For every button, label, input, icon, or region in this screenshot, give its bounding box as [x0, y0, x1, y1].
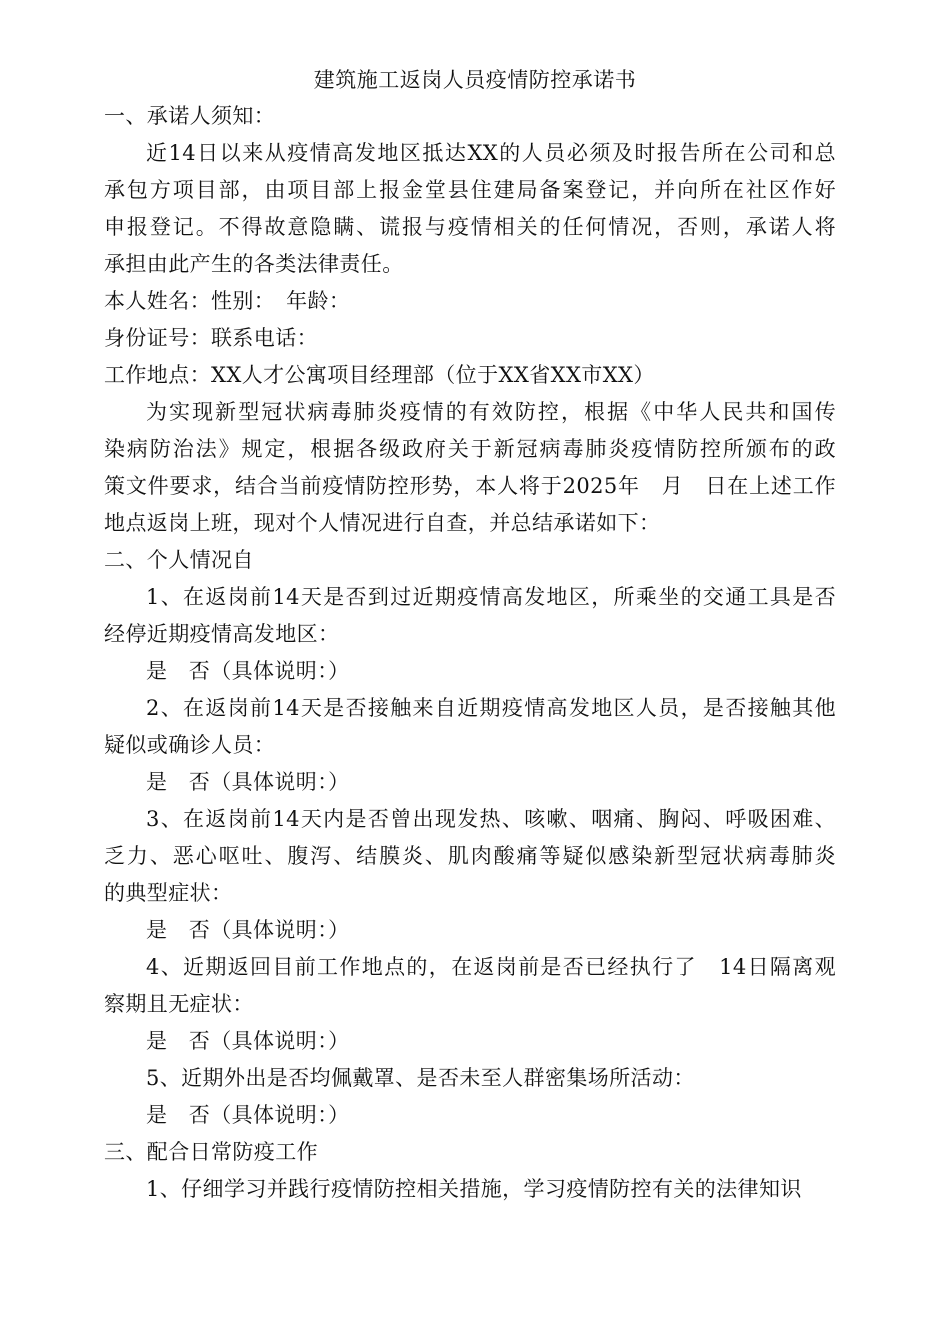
- notice-paragraph-line: 承担由此产生的各类法律责任。: [104, 252, 404, 276]
- question-1-line: 经停近期疫情高发地区：: [104, 622, 340, 646]
- pledge-paragraph-line: 策文件要求，结合当前疫情防控形势，本人将于2025年 月 日在上述工作: [104, 474, 836, 498]
- field-id-phone: 身份证号：联系电话：: [104, 326, 318, 350]
- question-2-line: 2、在返岗前14天是否接触来自近期疫情高发地区人员，是否接触其他: [146, 696, 836, 720]
- answer-option-1: 是 否（具体说明：）: [146, 659, 350, 683]
- question-3-line: 的典型症状：: [104, 881, 233, 905]
- question-2-line: 疑似或确诊人员：: [104, 733, 276, 757]
- document-title: 建筑施工返岗人员疫情防控承诺书: [313, 68, 637, 92]
- question-4-line: 4、近期返回目前工作地点的，在返岗前是否已经执行了 14日隔离观: [146, 955, 836, 979]
- section-heading-cooperation: 三、配合日常防疫工作: [104, 1140, 318, 1164]
- section-heading-notice: 一、承诺人须知：: [104, 104, 276, 128]
- question-1-line: 1、在返岗前14天是否到过近期疫情高发地区，所乘坐的交通工具是否: [146, 585, 836, 609]
- pledge-paragraph-line: 地点返岗上班，现对个人情况进行自查，并总结承诺如下：: [104, 511, 661, 535]
- cooperation-item-1: 1、仔细学习并践行疫情防控相关措施，学习疫情防控有关的法律知识: [146, 1177, 802, 1201]
- question-3-line: 乏力、恶心呕吐、腹泻、结膜炎、肌肉酸痛等疑似感染新型冠状病毒肺炎: [104, 844, 836, 868]
- pledge-paragraph-line: 染病防治法》规定，根据各级政府关于新冠病毒肺炎疫情防控所颁布的政: [104, 437, 836, 461]
- pledge-paragraph-line: 为实现新型冠状病毒肺炎疫情的有效防控，根据《中华人民共和国传: [146, 400, 836, 424]
- answer-option-3: 是 否（具体说明：）: [146, 918, 350, 942]
- question-4-line: 察期且无症状：: [104, 992, 254, 1016]
- field-work-location: 工作地点：XX人才公寓项目经理部（位于XX省XX市XX）: [104, 363, 655, 387]
- answer-option-2: 是 否（具体说明：）: [146, 770, 350, 794]
- notice-paragraph-line: 申报登记。不得故意隐瞒、谎报与疫情相关的任何情况，否则，承诺人将: [104, 215, 836, 239]
- question-3-line: 3、在返岗前14天内是否曾出现发热、咳嗽、咽痛、胸闷、呼吸困难、: [146, 807, 836, 831]
- answer-option-5: 是 否（具体说明：）: [146, 1103, 350, 1127]
- answer-option-4: 是 否（具体说明：）: [146, 1029, 350, 1053]
- notice-paragraph-line: 承包方项目部，由项目部上报金堂县住建局备案登记，并向所在社区作好: [104, 178, 836, 202]
- section-heading-personal: 二、个人情况自: [104, 548, 254, 572]
- notice-paragraph-line: 近14日以来从疫情高发地区抵达XX的人员必须及时报告所在公司和总: [146, 141, 836, 165]
- question-5-line: 5、近期外出是否均佩戴罩、是否未至人群密集场所活动：: [146, 1066, 695, 1090]
- field-name-gender-age: 本人姓名：性别： 年龄：: [104, 289, 351, 313]
